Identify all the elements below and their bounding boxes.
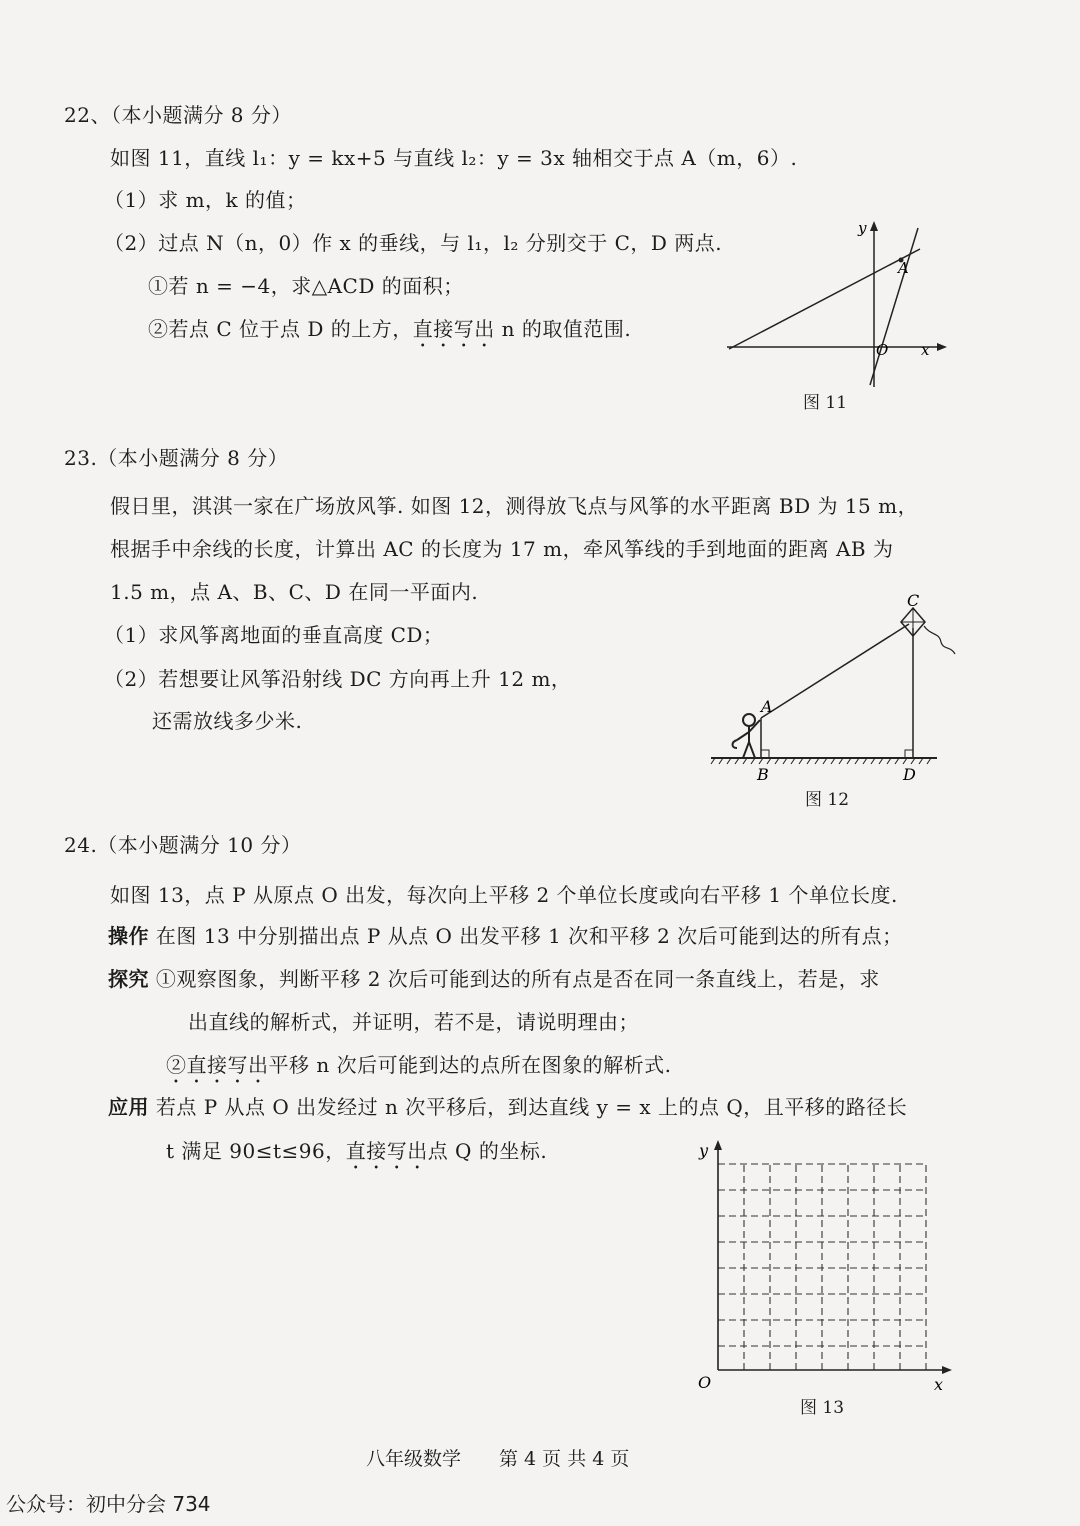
q24-ex-label: 探究	[108, 967, 149, 991]
q24-app-1: 若点 P 从点 O 出发经过 n 次平移后，到达直线 y = x 上的点 Q，且平移的路径长	[155, 1095, 908, 1119]
q24-app-label: 应用	[108, 1095, 149, 1119]
q23-part1: （1）求风筝离地面的垂直高度 CD；	[104, 623, 444, 647]
fig11-label-a: A	[898, 259, 909, 277]
q24-operation	[108, 922, 903, 950]
fig11-line-l2	[870, 228, 918, 385]
fig12-label-b: B	[757, 765, 769, 784]
q22-part2: （2）过点 N（n，0）作 x 的垂线，与 l₁，l₂ 分别交于 C，D 两点.	[104, 231, 723, 255]
q22-part2b-emphasis: 直接写出	[412, 317, 495, 341]
q23-line2: 根据手中余线的长度，计算出 AC 的长度为 17 m，牵风筝线的手到地面的距离 AB 为	[110, 537, 894, 561]
q24-op-label: 操作	[108, 924, 149, 948]
q24-op-text: 在图 13 中分别描出点 P 从点 O 出发平移 1 次和平移 2 次后可能到达的所有点；	[155, 924, 903, 948]
q24-stem: 如图 13，点 P 从原点 O 出发，每次向上平移 2 个单位长度或向右平移 1 个单位长度.	[110, 883, 898, 907]
fig11-label-y: y	[858, 219, 867, 237]
fig13-grid	[718, 1164, 926, 1370]
q23-line3: 1.5 m，点 A、B、C、D 在同一平面内.	[110, 580, 479, 604]
q24-app-2-post: 点 Q 的坐标.	[427, 1139, 548, 1163]
q22-stem: 如图 11，直线 l₁：y = kx+5 与直线 l₂：y = 3x 轴相交于点 A（m，6）.	[110, 146, 798, 170]
fig13-label-x: x	[934, 1375, 944, 1394]
q23-part2: （2）若想要让风筝沿射线 DC 方向再上升 12 m，	[104, 667, 572, 691]
watermark-text: 公众号：初中分会 734	[6, 1492, 211, 1516]
q24-header: 24.（本小题满分 10 分）	[64, 833, 302, 857]
figure-13	[690, 1138, 960, 1398]
q22-part2b-post: n 的取值范围.	[494, 317, 632, 341]
q23-line1: 假日里，淇淇一家在广场放风筝. 如图 12，测得放飞点与风筝的水平距离 BD 为 15 m，	[110, 494, 919, 518]
q24-ex-2-emphasis: ②直接写出	[166, 1053, 269, 1077]
fig11-caption: 图 11	[803, 393, 848, 413]
fig12-right-angle-d	[905, 750, 913, 758]
fig11-label-o: O	[876, 341, 889, 359]
fig13-x-arrow	[942, 1366, 952, 1374]
fig11-y-arrow	[870, 221, 878, 231]
q24-ex-1: ①观察图象，判断平移 2 次后可能到达的所有点是否在同一条直线上，若是，求	[155, 967, 880, 991]
q24-app-2-pre: t 满足 90≤t≤96，	[166, 1139, 346, 1163]
q22-part2b-pre: ②若点 C 位于点 D 的上方，	[148, 317, 413, 341]
fig12-label-a: A	[761, 697, 773, 716]
q24-apply-1	[108, 1093, 907, 1121]
fig12-label-c: C	[907, 592, 920, 610]
q23-header: 23.（本小题满分 8 分）	[64, 446, 289, 470]
q22-part2a: ①若 n = −4，求△ACD 的面积；	[148, 274, 464, 298]
q23-part2b: 还需放线多少米.	[152, 709, 303, 733]
q24-apply-2	[166, 1137, 547, 1174]
fig13-label-o: O	[698, 1373, 712, 1392]
kite-tail	[924, 626, 955, 654]
q24-explore-1	[108, 965, 880, 993]
q22-part2b	[148, 315, 631, 352]
figure-12	[705, 592, 965, 792]
q24-ex-2-post: 平移 n 次后可能到达的点所在图象的解析式.	[268, 1053, 672, 1077]
fig11-x-arrow	[937, 343, 947, 351]
fig12-label-d: D	[903, 765, 916, 784]
q22-part1: （1）求 m，k 的值；	[104, 188, 307, 212]
q24-app-2-emphasis: 直接写出	[345, 1139, 428, 1163]
person-icon	[733, 714, 761, 758]
fig13-caption: 图 13	[800, 1398, 845, 1418]
fig12-string-ac	[761, 624, 909, 718]
q24-explore-1b: 出直线的解析式，并证明，若不是，请说明理由；	[188, 1010, 639, 1034]
fig11-line-l1	[729, 249, 920, 349]
q22-header: 22、（本小题满分 8 分）	[64, 103, 292, 127]
fig12-caption: 图 12	[805, 790, 850, 810]
page-footer: 八年级数学 第 4 页 共 4 页	[366, 1448, 630, 1470]
figure-11	[715, 215, 955, 390]
fig12-right-angle-b	[761, 750, 769, 758]
fig13-y-arrow	[714, 1140, 722, 1150]
q24-explore-2	[166, 1051, 671, 1088]
fig13-label-y: y	[699, 1141, 709, 1160]
fig11-label-x: x	[921, 341, 930, 359]
